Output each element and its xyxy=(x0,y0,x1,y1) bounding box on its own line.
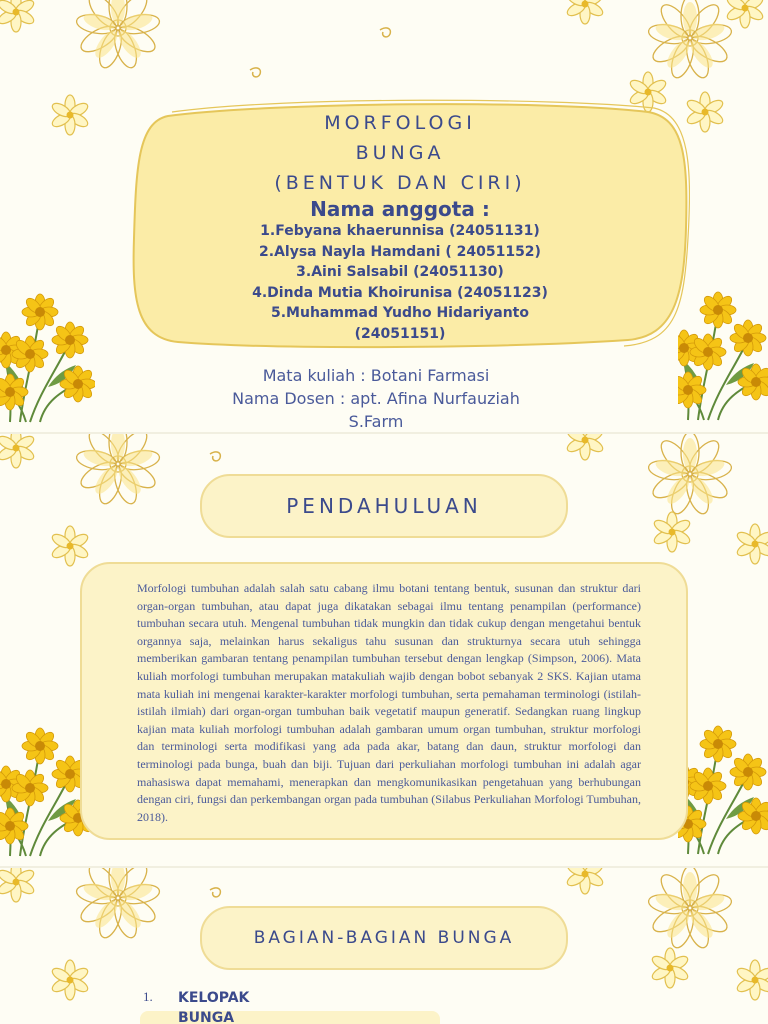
section-heading-pendahuluan: PENDAHULUAN xyxy=(200,474,568,538)
intro-content-box xyxy=(80,562,688,840)
intro-body-text: Morfologi tumbuhan adalah salah satu cabang ilmu botani tentang bentuk, susunan dan struktur dari organ-organ tumbuhan, atau dapat juga dikatakan sebagai ilmu tentang penampilan (performance) tumbuhan secara utuh. Mengenal tumbuhan tidak mungkin dan tidak cukup dengan mengetahui bentuk organnya saja, melainkan harus sekaligus tahu susunan dan strukturnya secara utuh sehingga memberikan gambaran tentang penampilan tumbuhan tersebut dengan lengkap (Simpson, 2006). Mata kuliah morfologi tumbuhan merupakan matakuliah wajib dengan bobot sebanyak 2 SKS. Kajian utama mata kuliah ini mengenai karakter-karakter morfologi tumbuhan, serta pemahaman terminologi (istilah-istilah ilmiah) dari organ-organ tumbuhan baik vegetatif maupun generatif. Sedangkan ruang lingkup kajian mata kuliah morfologi tumbuhan adalah gambaran umum organ tumbuhan, struktur morfologi dan terminologi serta modifikasi yang ada pada akar, batang dan daun, struktur morfologi dan terminologi pada bunga, buah dan biji. Tujuan dari perkuliahan morfologi tumbuhan ini adalah agar mahasiswa dapat memahami, menerapkan dan mengkomunikasikan pengetahuan yang berhubungan dengan ciri, fungsi dan perkembangan organ pada tumbuhan (Silabus Perkuliahan Morfologi Tumbuhan, 2018). xyxy=(137,581,641,824)
title-slide xyxy=(0,0,768,432)
list-item-label: KELOPAK BUNGA xyxy=(178,990,250,1024)
member-item: 2.Alysa Nayla Hamdani ( 24051152) xyxy=(259,244,541,260)
parts-slide xyxy=(0,868,768,1024)
section-heading-bagian: BAGIAN-BAGIAN BUNGA xyxy=(200,906,568,970)
yellow-flower-cluster-icon xyxy=(0,292,95,432)
yellow-flower-cluster-icon xyxy=(678,724,768,864)
list-item-number: 1. xyxy=(143,989,153,1004)
course-label: Mata kuliah : Botani Farmasi xyxy=(262,366,490,385)
member-item: 1.Febyana khaerunnisa (24051131) xyxy=(260,223,540,239)
intro-slide xyxy=(0,434,768,866)
lecturer-label: Nama Dosen : apt. Afina Nurfauziah xyxy=(232,389,520,408)
member-item: 3.Aini Salsabil (24051130) xyxy=(296,264,504,280)
member-item: 4.Dinda Mutia Khoirunisa (24051123) xyxy=(252,285,548,301)
title-line-1: MORFOLOGI xyxy=(324,112,476,134)
member-item: (24051151) xyxy=(354,326,446,342)
members-heading: Nama anggota : xyxy=(310,197,490,221)
member-item: 5.Muhammad Yudho Hidariyanto xyxy=(271,305,529,321)
title-line-2: BUNGA xyxy=(355,142,445,164)
yellow-flower-cluster-icon xyxy=(678,290,768,430)
lecturer-label-cont: S.Farm xyxy=(348,412,404,431)
title-line-3: (BENTUK DAN CIRI) xyxy=(274,172,526,194)
